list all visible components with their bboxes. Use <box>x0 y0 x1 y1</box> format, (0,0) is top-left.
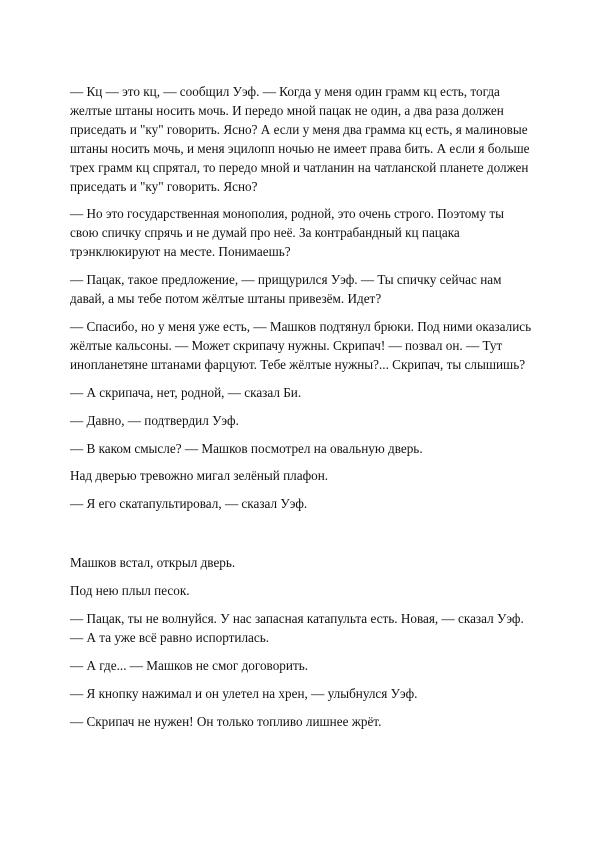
paragraph: — А скрипача, нет, родной, — сказал Би. <box>70 384 302 400</box>
paragraph: — Скрипач не нужен! Он только топливо лишнее жрёт. <box>70 713 382 729</box>
paragraph: — Но это государственная монополия, родной, это очень строго. Поэтому ты свою спичку спрячь и не думай про неё. За контрабандный кц пацака трэнклюкируют на месте. Понимаешь? <box>70 206 504 260</box>
paragraph: — В каком смысле? — Машков посмотрел на овальную дверь. <box>70 440 423 456</box>
paragraph: — Пацак, такое предложение, — прищурился Уэф. — Ты спичку сейчас нам давай, а мы тебе потом жёлтые штаны привезём. Идет? <box>70 272 502 307</box>
document-page <box>70 83 535 741</box>
paragraph: — Кц — это кц, — сообщил Уэф. — Когда у меня один грамм кц есть, тогда желтые штаны носить мочь. И передо мной пацак не один, а два раза должен приседать и "ку" говорить. Ясно? А если у меня два грамма кц есть, я малиновые штаны носить мочь, и меня эцилопп ночью не имеет права бить. А если я больше трех грамм кц спрятал, то передо мной и чатланин на чатланской планете должен приседать и "ку" говорить. Ясно? <box>70 84 530 194</box>
paragraph: — Спасибо, но у меня уже есть, — Машков подтянул брюки. Под ними оказались жёлтые кальсоны. — Может скрипачу нужны. Скрипач! — позвал он. — Тут инопланетяне штанами фарцуют. Тебе жёлтые нужны?... Скрипач, ты слышишь? <box>70 318 532 372</box>
section-break <box>70 523 535 554</box>
paragraph: — Я его скатапультировал, — сказал Уэф. <box>70 496 308 512</box>
paragraph: — Давно, — подтвердил Уэф. <box>70 412 239 428</box>
paragraph: Машков встал, открыл дверь. <box>70 555 236 571</box>
paragraph: — А где... — Машков не смог договорить. <box>70 657 309 673</box>
paragraph: Под нею плыл песок. <box>70 583 190 599</box>
paragraph: Над дверью тревожно мигал зелёный плафон. <box>70 468 329 484</box>
paragraph: — Пацак, ты не волнуйся. У нас запасная катапульта есть. Новая, — сказал Уэф. — А та уже всё равно испортилась. <box>70 611 524 645</box>
paragraph: — Я кнопку нажимал и он улетел на хрен, — улыбнулся Уэф. <box>70 685 418 701</box>
